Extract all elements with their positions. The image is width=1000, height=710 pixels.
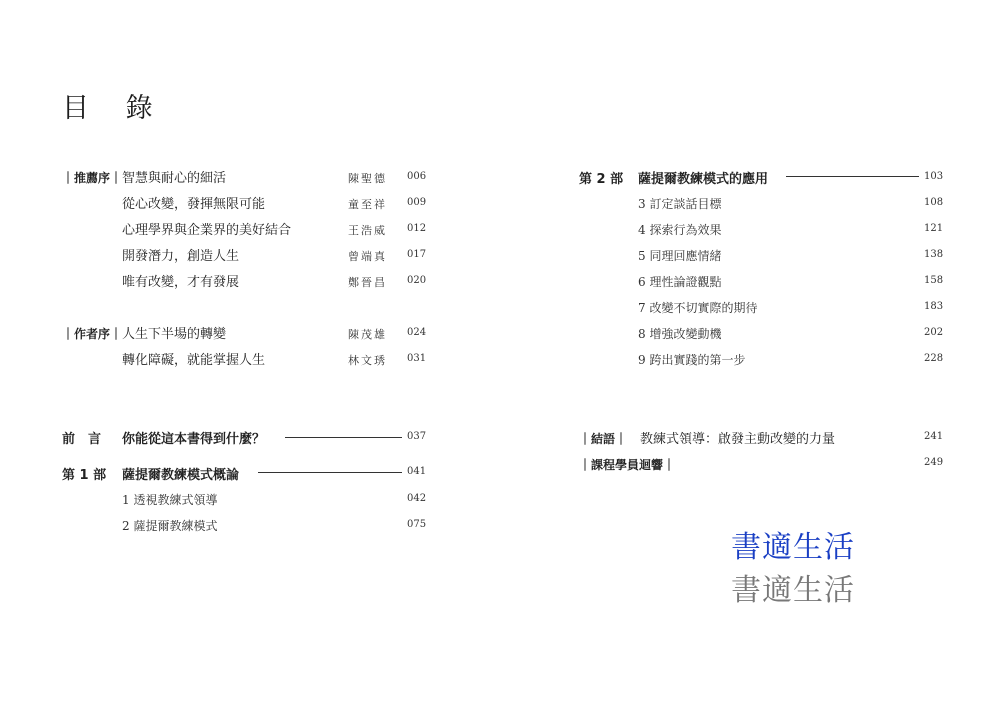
part2-label: 第 2 部 bbox=[579, 172, 624, 187]
recommend-label: ｜推薦序｜ bbox=[62, 171, 123, 185]
chapter-page: 228 bbox=[924, 353, 944, 364]
feedback-page: 249 bbox=[924, 457, 944, 468]
toc-entry-author: 童至祥 bbox=[348, 198, 387, 211]
toc-entry-author: 王浩威 bbox=[348, 224, 387, 237]
watermark-blue: 書適生活 bbox=[731, 530, 855, 565]
authors-preface-label: ｜作者序｜ bbox=[62, 327, 123, 341]
chapter-page: 202 bbox=[924, 327, 944, 338]
toc-entry-title: 人生下半場的轉變 bbox=[122, 327, 227, 342]
chapter-title: 1 透視教練式領導 bbox=[122, 493, 218, 507]
chapter-page: 138 bbox=[924, 249, 944, 260]
foreword-page: 037 bbox=[407, 431, 427, 442]
chapter-title: 6 理性論證觀點 bbox=[638, 275, 722, 289]
toc-entry-page: 017 bbox=[407, 249, 427, 260]
toc-entry-author: 林文琇 bbox=[348, 354, 387, 367]
toc-entry-author: 陳茂雄 bbox=[348, 328, 387, 341]
foreword-label: 前 言 bbox=[62, 432, 102, 447]
watermark-gray: 書適生活 bbox=[731, 573, 855, 608]
leader-line bbox=[258, 472, 402, 473]
chapter-page: 075 bbox=[407, 519, 427, 530]
page-title: 目 錄 bbox=[62, 93, 167, 124]
toc-entry-page: 009 bbox=[407, 197, 427, 208]
toc-entry-title: 開發潛力，創造人生 bbox=[122, 249, 240, 264]
chapter-title: 4 探索行為效果 bbox=[638, 223, 722, 237]
chapter-title: 5 同理回應情緒 bbox=[638, 249, 722, 263]
leader-line bbox=[786, 176, 919, 177]
toc-entry-page: 024 bbox=[407, 327, 427, 338]
conclusion-label: ｜結語｜ bbox=[579, 432, 628, 446]
toc-entry-author: 陳聖德 bbox=[348, 172, 387, 185]
toc-entry-author: 鄭晉昌 bbox=[348, 276, 387, 289]
toc-entry-page: 012 bbox=[407, 223, 427, 234]
chapter-page: 158 bbox=[924, 275, 944, 286]
feedback-label: ｜課程學員迴響｜ bbox=[579, 458, 676, 472]
toc-entry-page: 006 bbox=[407, 171, 427, 182]
chapter-title: 8 增強改變動機 bbox=[638, 327, 722, 341]
toc-entry-title: 從心改變，發揮無限可能 bbox=[122, 197, 266, 212]
part2-title: 薩提爾教練模式的應用 bbox=[638, 172, 769, 187]
chapter-title: 9 跨出實踐的第一步 bbox=[638, 353, 746, 367]
toc-entry-title: 轉化障礙，就能掌握人生 bbox=[122, 353, 266, 368]
toc-entry-page: 020 bbox=[407, 275, 427, 286]
toc-entry-title: 唯有改變，才有發展 bbox=[122, 275, 240, 290]
part1-page: 041 bbox=[407, 466, 427, 477]
conclusion-title: 教練式領導：啟發主動改變的力量 bbox=[640, 432, 836, 447]
foreword-title: 你能從這本書得到什麼？ bbox=[122, 432, 266, 447]
part1-label: 第 1 部 bbox=[62, 468, 107, 483]
part1-title: 薩提爾教練模式概論 bbox=[122, 468, 240, 483]
chapter-page: 108 bbox=[924, 197, 944, 208]
toc-entry-title: 智慧與耐心的細活 bbox=[122, 171, 227, 186]
conclusion-page: 241 bbox=[924, 431, 944, 442]
chapter-title: 3 訂定談話目標 bbox=[638, 197, 722, 211]
part2-page: 103 bbox=[924, 171, 944, 182]
leader-line bbox=[285, 437, 402, 438]
toc-entry-title: 心理學界與企業界的美好結合 bbox=[122, 223, 292, 238]
chapter-page: 183 bbox=[924, 301, 944, 312]
chapter-title: 7 改變不切實際的期待 bbox=[638, 301, 758, 315]
toc-entry-author: 曾端真 bbox=[348, 250, 387, 263]
toc-entry-page: 031 bbox=[407, 353, 427, 364]
chapter-page: 042 bbox=[407, 493, 427, 504]
chapter-page: 121 bbox=[924, 223, 944, 234]
chapter-title: 2 薩提爾教練模式 bbox=[122, 519, 218, 533]
